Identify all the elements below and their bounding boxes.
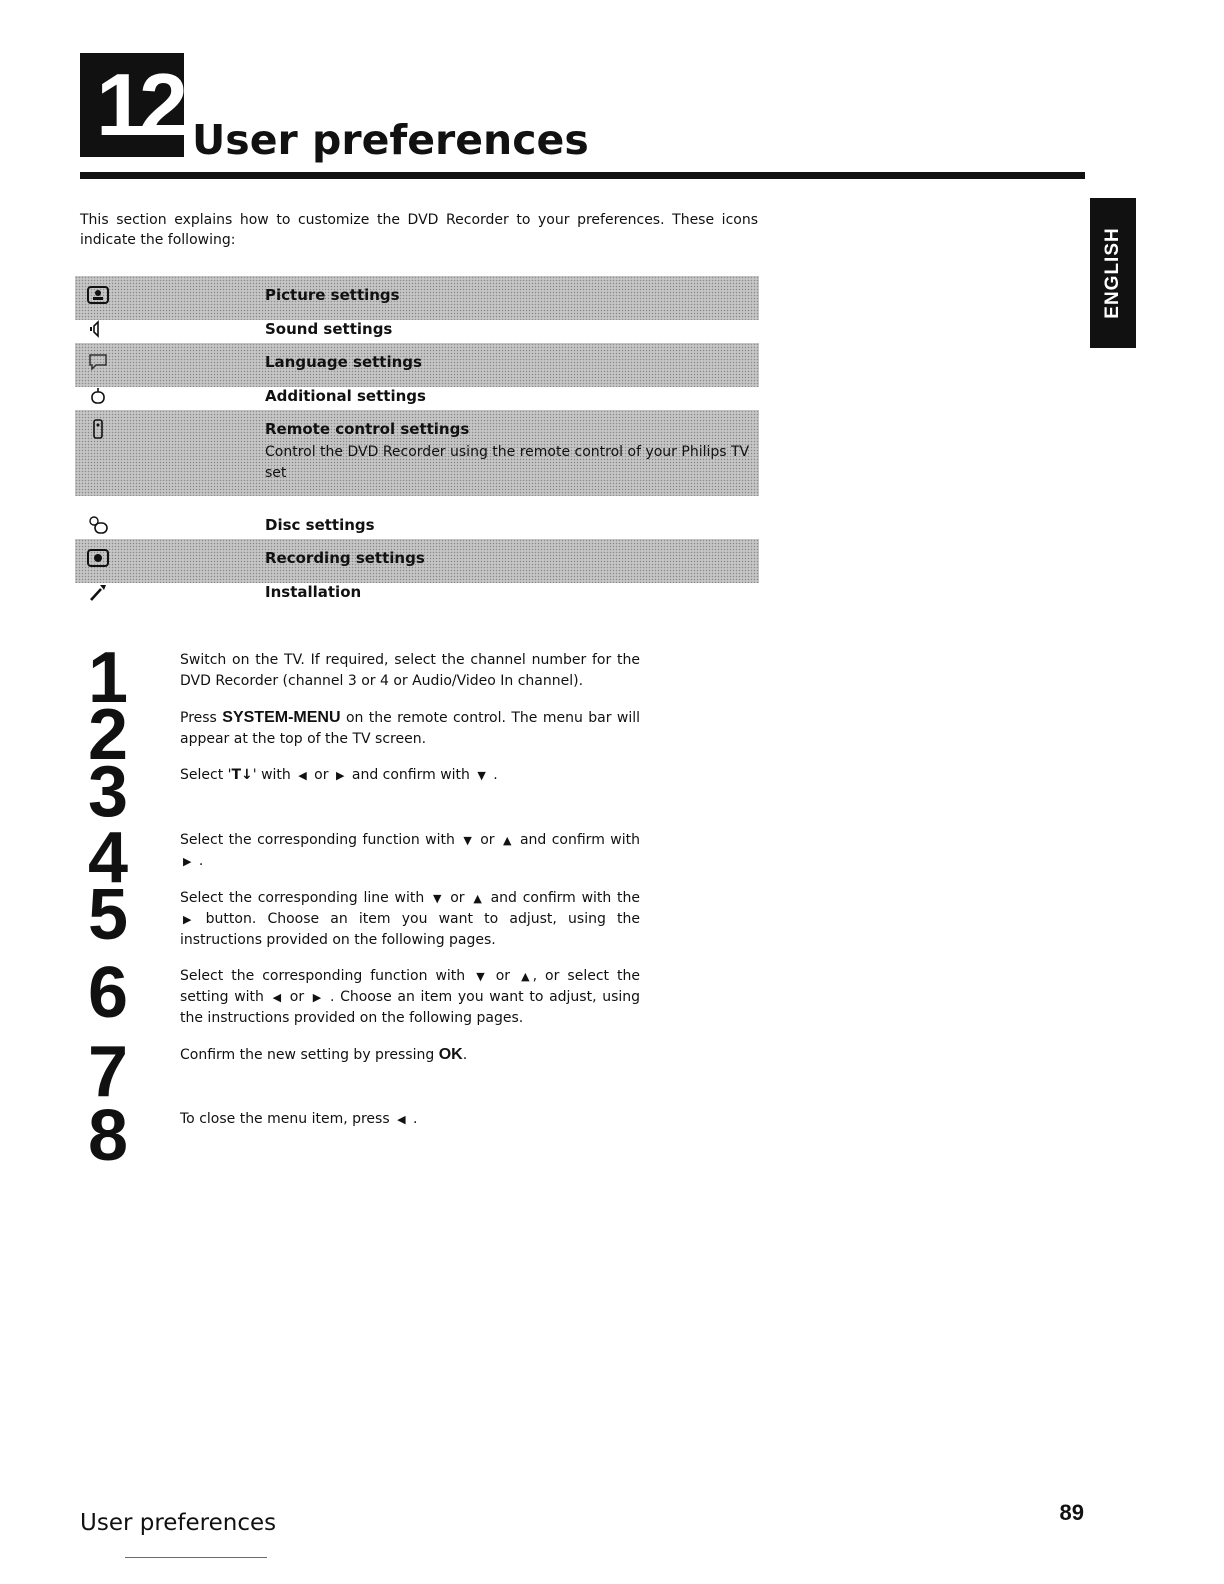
preferences-icon: T↓: [231, 767, 253, 783]
step-3-post: ' with: [252, 767, 291, 783]
step-7-pre: Confirm the new setting by pressing: [180, 1047, 435, 1063]
step-text: [180, 765, 640, 786]
right-arrow-icon: ▶: [335, 769, 345, 782]
left-arrow-icon: ◀: [298, 769, 307, 782]
step-3-pre: Select ': [180, 767, 232, 783]
legend-row-installation: [75, 583, 759, 607]
step-8-end: .: [413, 1111, 418, 1127]
legend-row-spacer: [75, 496, 759, 516]
down-arrow-icon: ▼: [476, 970, 485, 983]
step-number: 7: [88, 1032, 129, 1112]
step-5-pre: Select the corresponding line with: [180, 890, 425, 906]
legend-label: Sound settings: [265, 320, 393, 338]
legend-label: Recording settings: [265, 549, 425, 567]
right-arrow-icon: ▶: [183, 913, 192, 926]
step-text: [180, 650, 640, 692]
disc-icon: [85, 514, 111, 536]
intro-paragraph: This section explains how to customize the DVD Recorder to your preferences. These icons indicate the following:: [80, 212, 758, 248]
down-arrow-icon: ▼: [477, 769, 486, 782]
chapter-number: 12: [96, 55, 182, 154]
legend-label: Remote control settings: [265, 420, 470, 438]
legend-label: Picture settings: [265, 286, 400, 304]
step-6-or2: or: [289, 989, 305, 1005]
step-6-mid: , or select the setting with: [180, 968, 641, 1005]
step-6-pre: Select the corresponding function with: [180, 968, 466, 984]
step-number: 2: [88, 695, 129, 775]
down-arrow-icon: ▼: [463, 834, 472, 847]
ok-key: OK: [438, 1046, 463, 1063]
step-1-text: Switch on the TV. If required, select the channel number for the DVD Recorder (channel 3 or 4 or Audio/Video In channel).: [180, 652, 640, 689]
left-arrow-icon: ◀: [397, 1113, 406, 1126]
step-8-pre: To close the menu item, press: [180, 1111, 390, 1127]
chapter-number-box: [80, 53, 184, 157]
system-menu-key: SYSTEM-MENU: [222, 709, 341, 726]
page-title: User preferences: [192, 116, 589, 164]
step-4-end: .: [198, 853, 204, 869]
remote-icon: [85, 418, 111, 440]
step-number: 8: [88, 1096, 129, 1176]
footer-underline: [125, 1557, 267, 1558]
step-number: 3: [88, 752, 129, 832]
additional-icon: [85, 385, 111, 407]
step-text: [180, 966, 640, 1029]
picture-icon: [85, 284, 111, 306]
legend-label: Installation: [265, 583, 362, 601]
step-3-or: or: [314, 767, 329, 783]
icon-legend-table: [75, 276, 759, 607]
up-arrow-icon: ▲: [473, 892, 482, 905]
step-text: [180, 1109, 640, 1130]
left-arrow-icon: ◀: [272, 991, 282, 1004]
language-tab-label: ENGLISH: [1102, 227, 1123, 319]
step-2-pre: Press: [180, 710, 217, 726]
footer-section-title: User preferences: [80, 1510, 277, 1536]
up-arrow-icon: ▲: [521, 970, 530, 983]
step-number: 1: [88, 638, 129, 718]
step-4-or: or: [480, 832, 495, 848]
step-4-post: and confirm with: [519, 832, 640, 848]
step-text: [180, 1044, 640, 1066]
legend-description: Control the DVD Recorder using the remote control of your Philips TV set: [265, 444, 750, 481]
step-3-end: .: [493, 767, 498, 783]
step-3-confirm: and confirm with: [351, 767, 470, 783]
legend-label: Language settings: [265, 353, 422, 371]
legend-row-additional: [75, 387, 759, 410]
down-arrow-icon: ▼: [432, 892, 442, 905]
right-arrow-icon: ▶: [312, 991, 322, 1004]
language-tab: [1090, 198, 1136, 348]
title-rule: [80, 172, 1085, 179]
step-text: [180, 707, 640, 750]
right-arrow-icon: ▶: [183, 855, 192, 868]
step-number: 4: [88, 818, 129, 898]
legend-label: Disc settings: [265, 516, 375, 534]
step-4-pre: Select the corresponding function with: [180, 832, 455, 848]
step-5-or: or: [450, 890, 465, 906]
step-text: [180, 830, 640, 872]
step-number: 5: [88, 875, 129, 955]
speech-bubble-icon: [85, 351, 111, 373]
step-5-post: button. Choose an item you want to adjust, using the instructions provided on the following pages.: [180, 911, 640, 948]
legend-row-recording: [75, 539, 759, 583]
legend-row-sound: [75, 320, 759, 343]
page-number: 89: [1059, 1500, 1084, 1525]
legend-row-disc: [75, 516, 759, 539]
step-text: [180, 888, 640, 951]
step-number: 6: [88, 953, 129, 1033]
wrench-icon: [85, 581, 111, 603]
step-5-mid: and confirm with the: [490, 890, 641, 906]
step-6-or: or: [495, 968, 511, 984]
legend-label: Additional settings: [265, 387, 426, 405]
legend-row-picture: [75, 276, 759, 320]
step-6-post: . Choose an item you want to adjust, using the instructions provided on the following pages.: [180, 989, 641, 1026]
step-7-end: .: [462, 1047, 468, 1063]
step-2-post: on the remote control. The menu bar will appear at the top of the TV screen.: [180, 710, 640, 747]
legend-row-remote: [75, 410, 759, 496]
speaker-icon: [85, 318, 111, 340]
legend-row-language: [75, 343, 759, 387]
up-arrow-icon: ▲: [503, 834, 512, 847]
record-icon: [85, 547, 111, 569]
